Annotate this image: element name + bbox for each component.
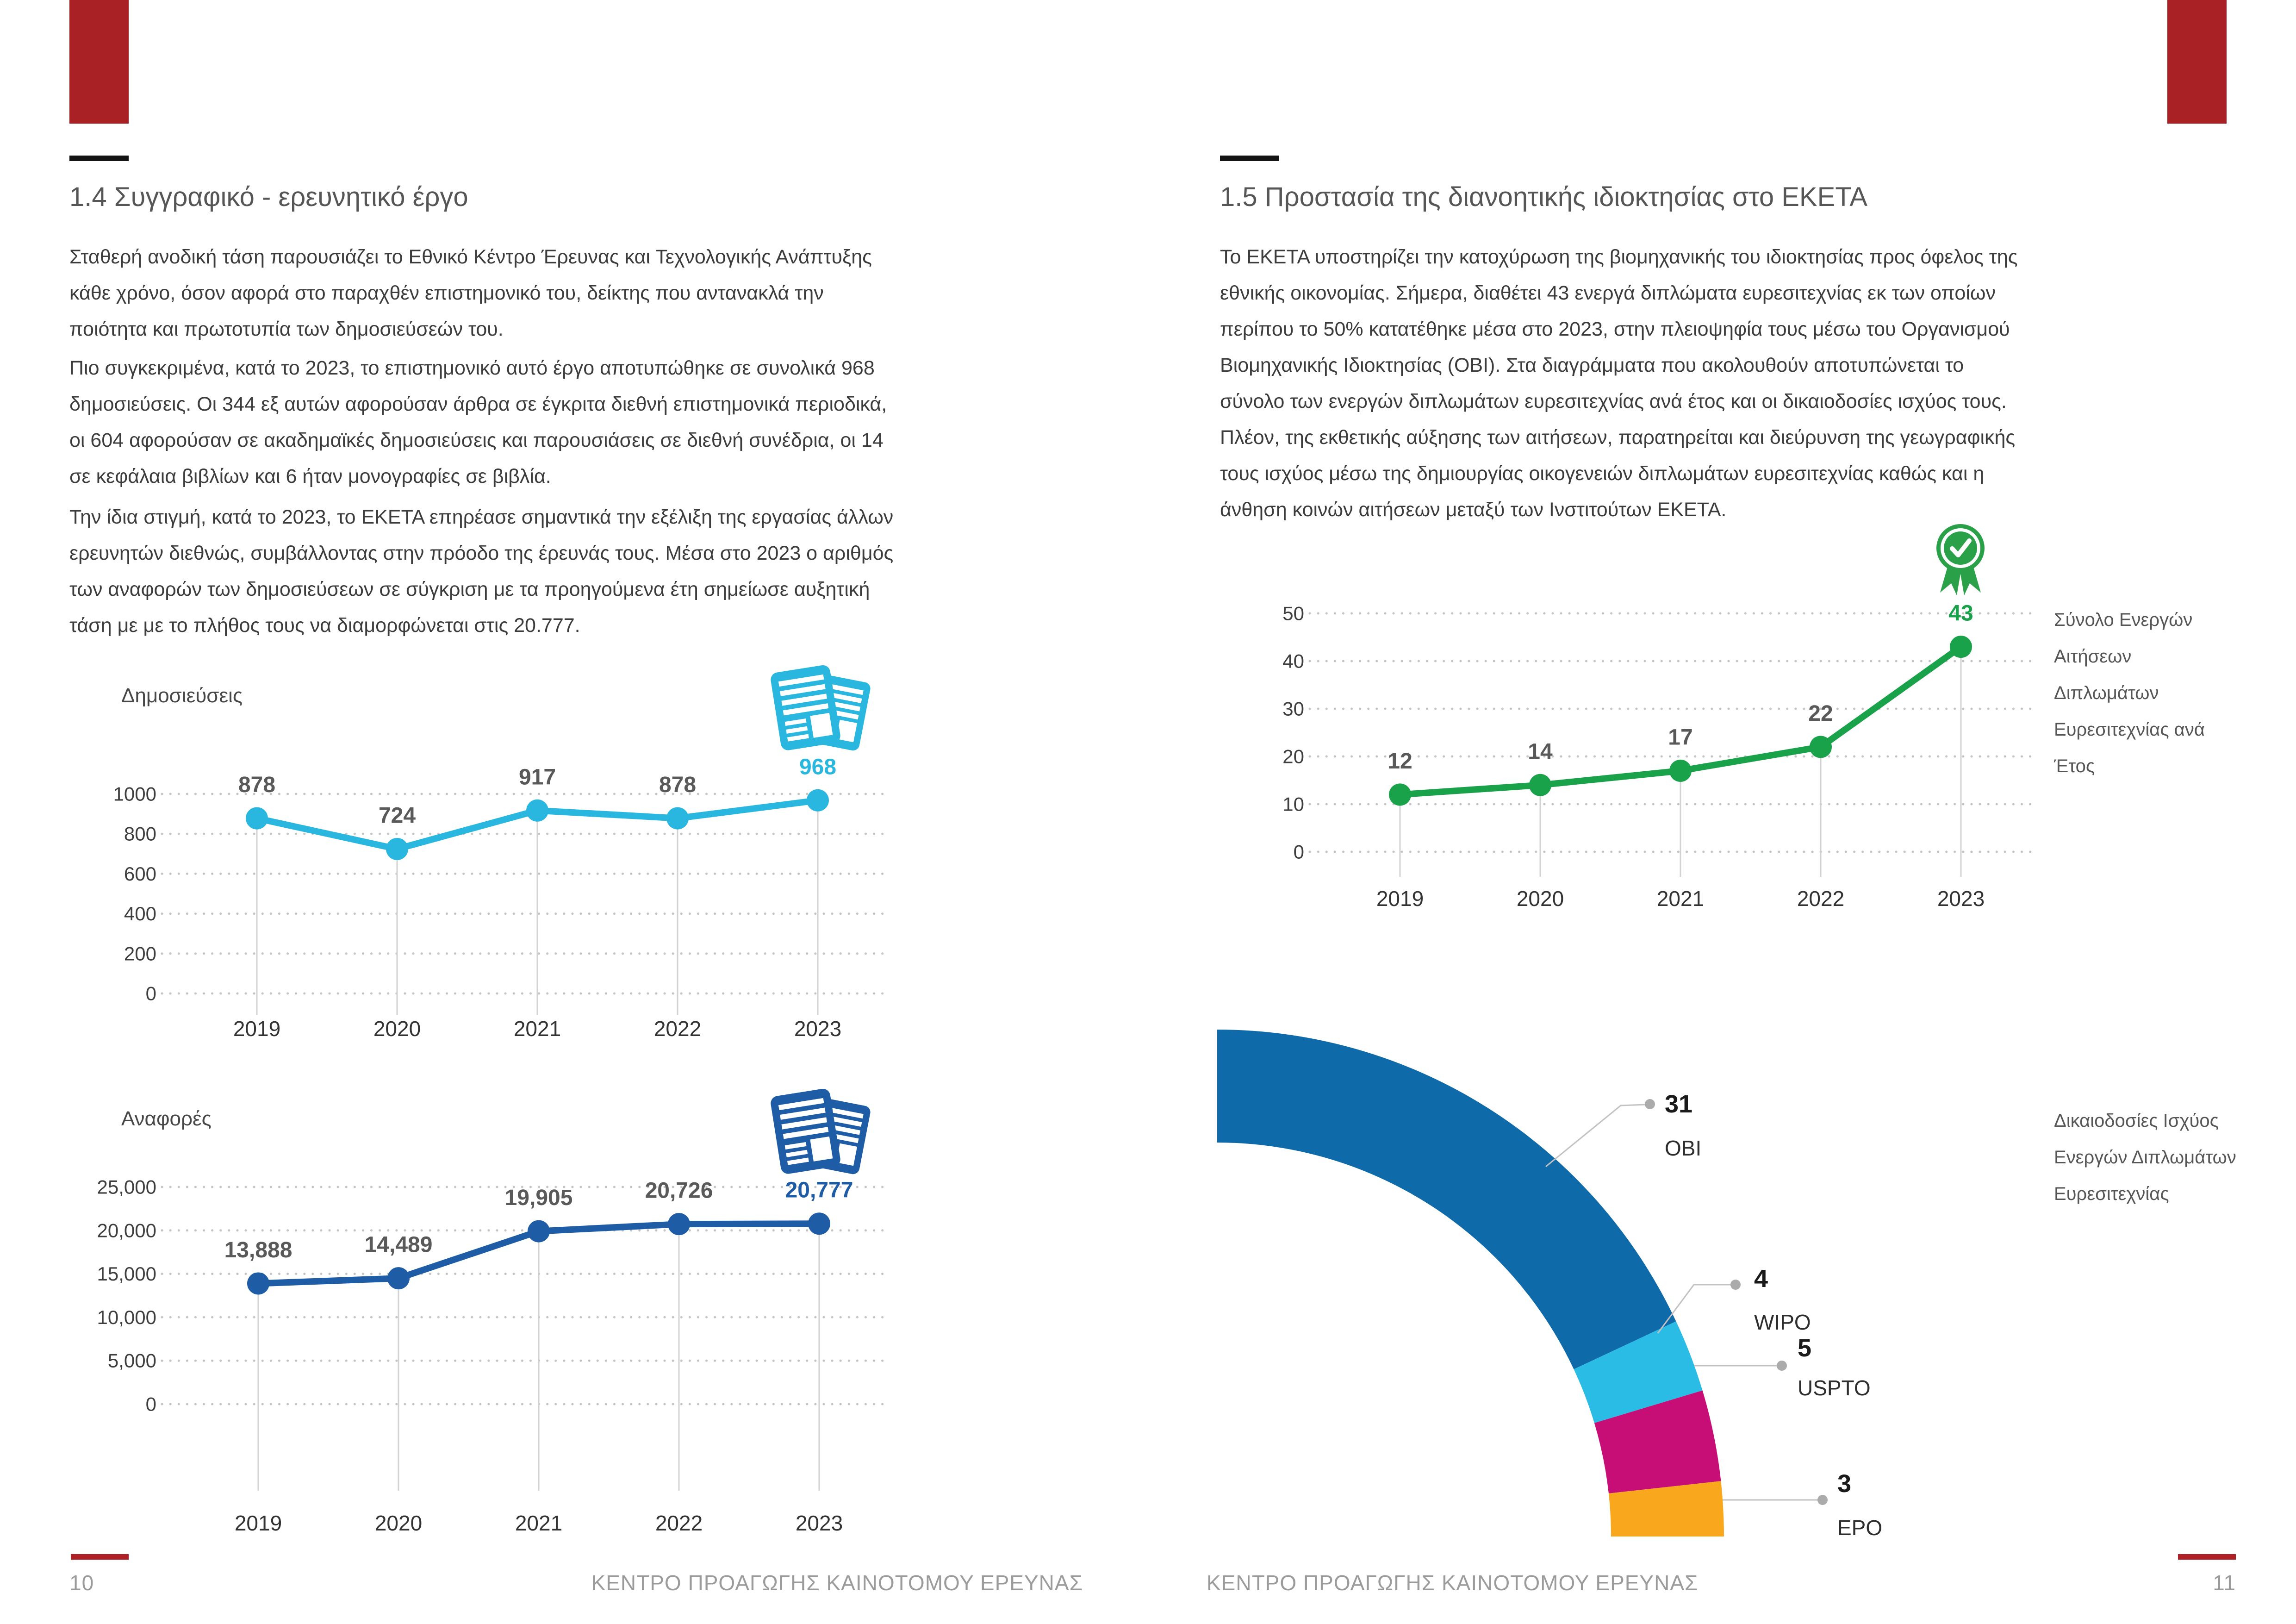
- y-axis-tick-label: 20,000: [97, 1219, 156, 1242]
- x-axis-tick-label: 2019: [233, 1017, 281, 1041]
- y-axis-tick-label: 30: [1282, 698, 1304, 720]
- legend-line: Ευρεσιτεχνίας ανά: [2054, 719, 2205, 740]
- publications-point: [526, 800, 548, 822]
- x-axis-tick-label: 2019: [234, 1511, 282, 1535]
- y-axis-tick-label: 20: [1282, 745, 1304, 768]
- body-paragraph: Το ΕΚΕΤΑ υποστηρίζει την κατοχύρωση της βιομηχανικής του ιδιοκτησίας προς όφελος της εθνικής οικονομίας. Σήμερα, διαθέτει 43 ενεργά διπλώματα ευρεσιτεχνίας εκ των οποίων περίπου το 50% κατατέθηκε μέσα στο 2023, στην πλειοψηφία τους μέσω του Οργανισμού Βιομηχανικής Ιδιοκτησίας (ΟΒΙ). Στα διαγράμματα που ακολουθούν αποτυπώνεται το σύνολο των ενεργών διπλωμάτων ευρεσιτεχνίας ανά έτος και οι δικαιοδοσίες ισχύος τους. Πλέον, της εκθετικής αύξησης των αιτήσεων, παρατηρείται και διεύρυνση της γεωγραφικής τους ισχύος μέσω της δημιουργίας οικογενειών διπλωμάτων ευρεσιτεχνίας καθώς και η άνθηση κοινών αιτήσεων μεταξύ των Ινστιτούτων ΕΚΕΤΑ.: [1220, 246, 2018, 521]
- citations-point: [808, 1212, 830, 1235]
- top-accent-bar-right: [2167, 0, 2227, 124]
- x-axis-tick-label: 2020: [373, 1017, 421, 1041]
- publications-point: [386, 838, 408, 860]
- callout-label: USPTO: [1798, 1376, 1871, 1400]
- data-value-label: 17: [1668, 725, 1693, 750]
- section-rule-left: [69, 156, 129, 161]
- citations-point: [387, 1267, 410, 1289]
- y-axis-tick-label: 200: [124, 943, 156, 965]
- x-axis-tick-label: 2023: [794, 1017, 842, 1041]
- citations-chart: [60, 1148, 916, 1535]
- top-accent-bar-left: [69, 0, 129, 124]
- y-axis-tick-label: 400: [124, 903, 156, 925]
- patents-chart: [1250, 593, 2073, 926]
- y-axis-tick-label: 800: [124, 823, 156, 845]
- jurisdictions-donut-chart: [1217, 1028, 1985, 1551]
- data-value-label: 20,726: [645, 1178, 713, 1203]
- data-value-label: 724: [378, 803, 416, 828]
- publications-point: [807, 789, 829, 812]
- y-axis-tick-label: 0: [145, 982, 156, 1005]
- donut-side-label-line: Ενεργών Διπλωμάτων: [2054, 1147, 2236, 1168]
- award-badge-icon: [1924, 519, 1998, 603]
- x-axis-tick-label: 2021: [1656, 887, 1705, 911]
- body-paragraph: Σταθερή ανοδική τάση παρουσιάζει το Εθνικό Κέντρο Έρευνας και Τεχνολογικής Ανάπτυξης κάθε χρόνο, όσον αφορά στο παραχθέν επιστημονικό του, δείκτης που αντανακλά την ποιότητα και πρωτοτυπία των δημοσιεύσεών του.: [69, 246, 872, 340]
- donut-slice-OBI: [1217, 1030, 1676, 1369]
- y-axis-tick-label: 1000: [113, 783, 156, 805]
- section-rule-right: [1220, 156, 1279, 161]
- x-axis-tick-label: 2023: [795, 1511, 843, 1535]
- y-axis-tick-label: 600: [124, 862, 156, 885]
- citations-chart-title: Αναφορές: [121, 1107, 212, 1130]
- callout-dot: [1645, 1099, 1655, 1109]
- data-value-label: 20,777: [785, 1178, 853, 1203]
- publications-point: [666, 807, 689, 830]
- patents-point: [1950, 636, 1972, 658]
- footer-accent-bar-left: [71, 1554, 129, 1560]
- x-axis-tick-label: 2021: [515, 1511, 563, 1535]
- data-value-label: 13,888: [224, 1237, 292, 1262]
- donut-side-label-line: Δικαιοδοσίες Ισχύος: [2054, 1111, 2219, 1131]
- y-axis-tick-label: 5,000: [107, 1349, 156, 1372]
- footer-title-right: ΚΕΝΤΡΟ ΠΡΟΑΓΩΓΗΣ ΚΑΙΝΟΤΟΜΟΥ ΕΡΕΥΝΑΣ: [1207, 1571, 1699, 1595]
- x-axis-tick-label: 2019: [1376, 887, 1424, 911]
- data-value-label: 14: [1528, 739, 1553, 764]
- newspapers-icon: [766, 660, 886, 757]
- callout-label: WIPO: [1754, 1310, 1811, 1334]
- callout-label: OBI: [1665, 1136, 1702, 1160]
- patents-point: [1669, 760, 1692, 782]
- data-value-label: 43: [1948, 601, 1973, 626]
- y-axis-tick-label: 50: [1282, 602, 1304, 625]
- data-value-label: 22: [1808, 701, 1833, 726]
- data-value-label: 878: [659, 773, 697, 798]
- callout-label: EPO: [1837, 1516, 1883, 1540]
- callout-value: 3: [1837, 1470, 1852, 1498]
- y-axis-tick-label: 10: [1282, 793, 1304, 815]
- callout-dot: [1777, 1361, 1787, 1371]
- x-axis-tick-label: 2020: [374, 1511, 423, 1535]
- x-axis-tick-label: 2022: [653, 1017, 702, 1041]
- footer-accent-bar-right: [2178, 1554, 2236, 1560]
- x-axis-tick-label: 2022: [655, 1511, 703, 1535]
- legend-line: Αιτήσεων: [2054, 646, 2132, 667]
- citations-point: [528, 1220, 550, 1243]
- patents-legend: [2054, 602, 2258, 785]
- footer-page-number-left: 10: [69, 1571, 94, 1595]
- footer-title-left: ΚΕΝΤΡΟ ΠΡΟΑΓΩΓΗΣ ΚΑΙΝΟΤΟΜΟΥ ΕΡΕΥΝΑΣ: [591, 1571, 1083, 1595]
- x-axis-tick-label: 2023: [1937, 887, 1985, 911]
- callout-leader-line: [1546, 1105, 1646, 1167]
- section-title-left: 1.4 Συγγραφικό - ερευνητικό έργο: [69, 182, 468, 212]
- footer-page-number-right: 11: [2213, 1571, 2236, 1595]
- publications-point: [246, 807, 268, 830]
- x-axis-tick-label: 2021: [513, 1017, 561, 1041]
- data-value-label: 19,905: [504, 1186, 573, 1211]
- patents-point: [1529, 774, 1551, 796]
- patents-point: [1810, 736, 1832, 758]
- citations-point: [668, 1213, 690, 1235]
- data-value-label: 968: [799, 755, 837, 780]
- data-value-label: 917: [518, 765, 556, 790]
- data-value-label: 878: [238, 773, 276, 798]
- legend-line: Έτος: [2054, 756, 2095, 776]
- publications-chart-title: Δημοσιεύσεις: [121, 684, 243, 707]
- legend-line: Σύνολο Ενεργών: [2054, 610, 2193, 630]
- callout-value: 31: [1665, 1090, 1693, 1118]
- donut-side-label: [2054, 1103, 2276, 1212]
- data-value-label: 14,489: [364, 1232, 433, 1257]
- y-axis-tick-label: 15,000: [97, 1263, 156, 1285]
- callout-value: 5: [1798, 1334, 1812, 1362]
- y-axis-tick-label: 0: [145, 1393, 156, 1415]
- callout-dot: [1730, 1280, 1741, 1290]
- y-axis-tick-label: 0: [1293, 841, 1304, 863]
- x-axis-tick-label: 2022: [1797, 887, 1845, 911]
- y-axis-tick-label: 10,000: [97, 1306, 156, 1328]
- section-title-right: 1.5 Προστασία της διανοητικής ιδιοκτησίας στο ΕΚΕΤΑ: [1220, 182, 1868, 212]
- legend-line: Διπλωμάτων: [2054, 683, 2159, 703]
- y-axis-tick-label: 40: [1282, 650, 1304, 672]
- y-axis-tick-label: 25,000: [97, 1176, 156, 1198]
- citations-point: [247, 1272, 269, 1294]
- data-value-label: 12: [1388, 749, 1412, 774]
- callout-value: 4: [1754, 1265, 1768, 1293]
- body-paragraph: Πιο συγκεκριμένα, κατά το 2023, το επιστημονικό αυτό έργο αποτυπώθηκε σε συνολικά 968 δημοσιεύσεις. Οι 344 εξ αυτών αφορούσαν άρθρα σε έγκριτα διεθνή επιστημονικά περιοδικά, οι 604 αφορούσαν σε ακαδημαϊκές δημοσιεύσεις και παρουσιάσεις σε διεθνή συνέδρια, οι 14 σε κεφάλαια βιβλίων και 6 ήταν μονογραφίες σε βιβλία.: [69, 357, 887, 487]
- patents-point: [1389, 783, 1411, 806]
- publications-chart: [74, 755, 916, 1069]
- body-paragraph: Την ίδια στιγμή, κατά το 2023, το ΕΚΕΤΑ επηρέασε σημαντικά την εξέλιξη της εργασίας άλλων ερευνητών διεθνώς, συμβάλλοντας στην πρόοδο της έρευνάς τους. Μέσα στο 2023 ο αριθμός των αναφορών των δημοσιεύσεων σε σύγκριση με τα προηγούμενα έτη σημείωσε αυξητική τάση με με το πλήθος τους να διαμορφώνεται στις 20.777.: [69, 506, 894, 637]
- callout-dot: [1817, 1495, 1828, 1505]
- x-axis-tick-label: 2020: [1516, 887, 1564, 911]
- donut-side-label-line: Ευρεσιτεχνίας: [2054, 1184, 2169, 1204]
